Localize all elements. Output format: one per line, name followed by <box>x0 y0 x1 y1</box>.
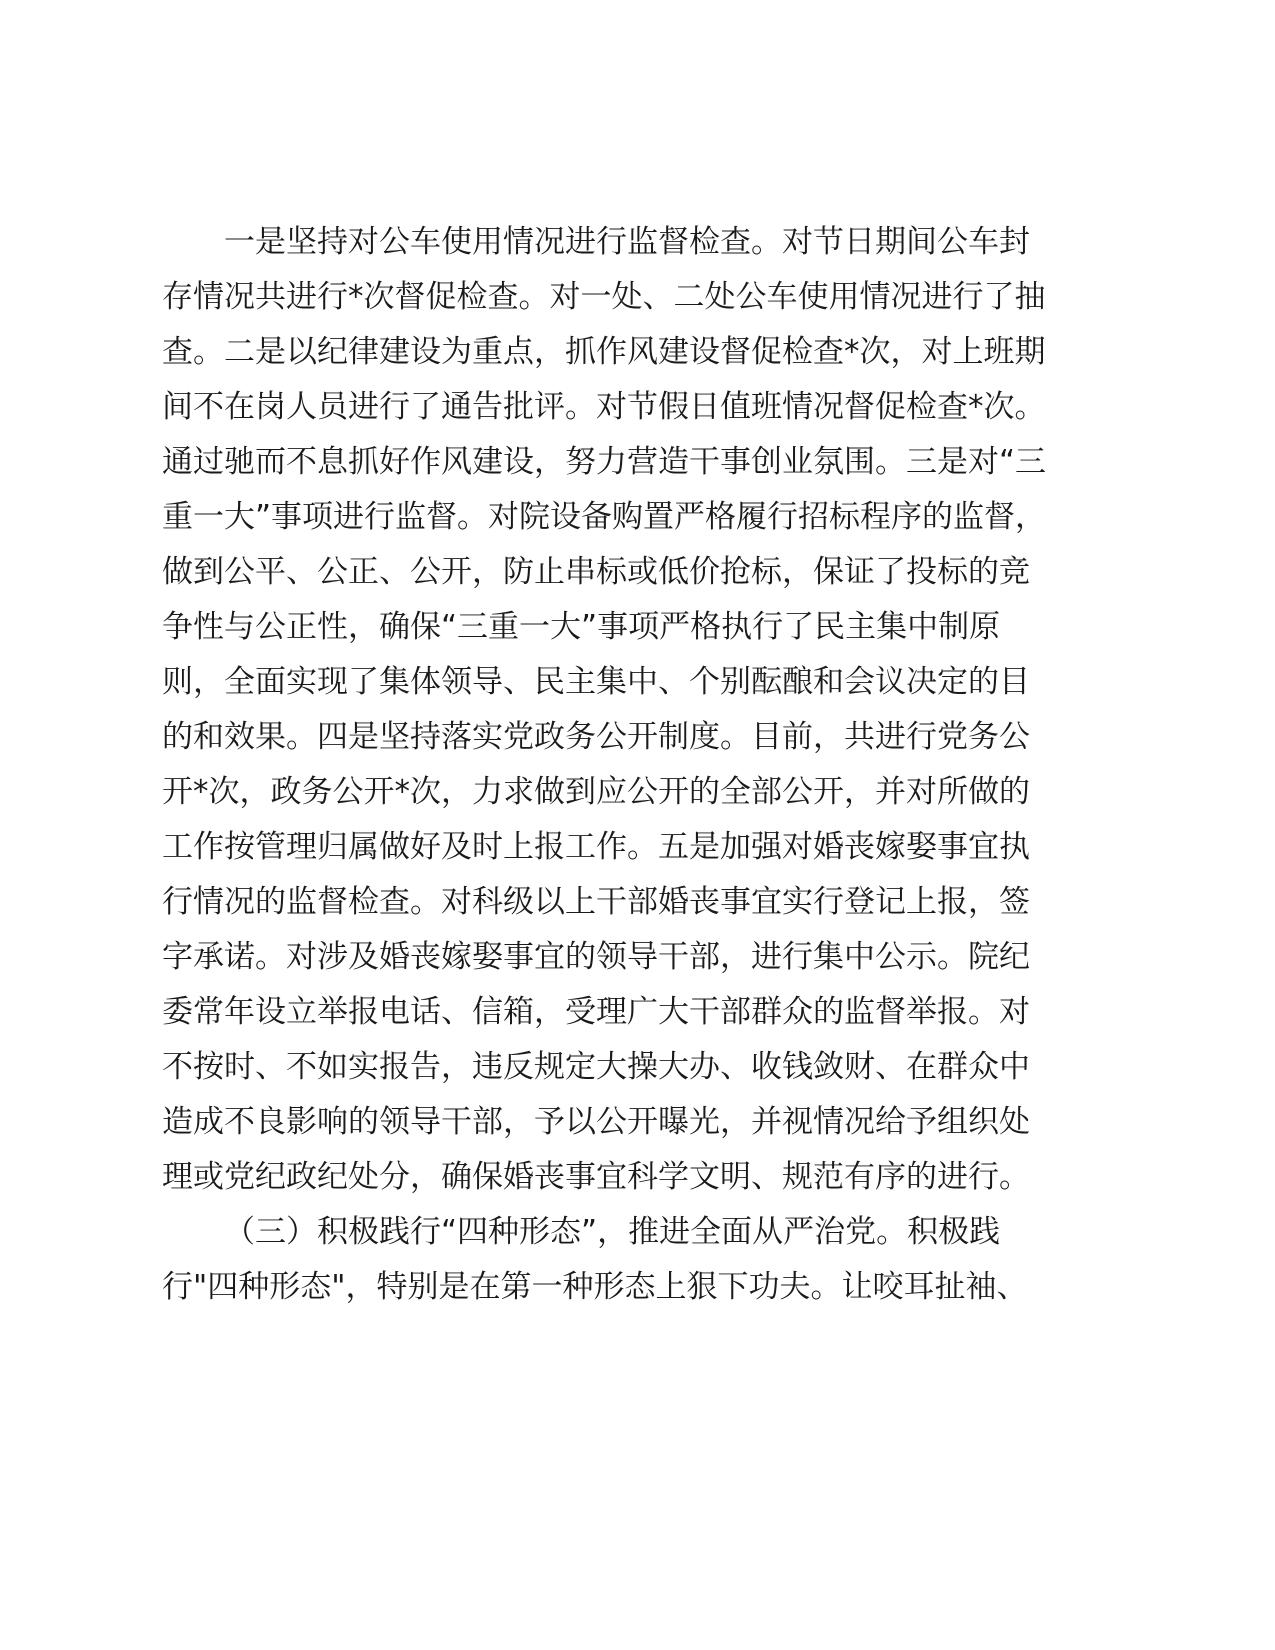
paragraph-line: 一是坚持对公车使用情况进行监督检查。对节日期间公车封 <box>224 224 1030 260</box>
paragraph-line: 则，全面实现了集体领导、民主集中、个别酝酿和会议决定的目 <box>162 664 1030 700</box>
paragraph-line: 争性与公正性，确保“三重一大”事项严格执行了民主集中制原 <box>162 609 1001 645</box>
paragraph-line: 行情况的监督检查。对科级以上干部婚丧事宜实行登记上报，签 <box>162 884 1030 920</box>
paragraph-line: 理或党纪政纪处分，确保婚丧事宜科学文明、规范有序的进行。 <box>162 1159 1030 1195</box>
paragraph-line: 做到公平、公正、公开，防止串标或低价抢标，保证了投标的竞 <box>162 554 1030 590</box>
paragraph-line: 间不在岗人员进行了通告批评。对节假日值班情况督促检查*次。 <box>162 389 1046 425</box>
paragraph-line: 开*次，政务公开*次，力求做到应公开的全部公开，并对所做的 <box>162 774 1030 810</box>
paragraph-line: 存情况共进行*次督促检查。对一处、二处公车使用情况进行了抽 <box>162 279 1046 315</box>
paragraph-line: 字承诺。对涉及婚丧嫁娶事宜的领导干部，进行集中公示。院纪 <box>162 939 1030 975</box>
paragraph-line: 不按时、不如实报告，违反规定大操大办、收钱敛财、在群众中 <box>162 1049 1030 1085</box>
paragraph-line: 重一大”事项进行监督。对院设备购置严格履行招标程序的监督， <box>162 499 1047 535</box>
paragraph-line: 工作按管理归属做好及时上报工作。五是加强对婚丧嫁娶事宜执 <box>162 829 1030 865</box>
paragraph-line: 通过驰而不息抓好作风建设，努力营造干事创业氛围。三是对“三 <box>162 444 1047 480</box>
paragraph-line: 查。二是以纪律建设为重点，抓作风建设督促检查*次，对上班期 <box>162 334 1046 370</box>
paragraph-line: 行"四种形态"，特别是在第一种形态上狠下功夫。让咬耳扯袖、 <box>162 1269 1028 1305</box>
paragraph-line: （三）积极践行“四种形态”，推进全面从严治党。积极践 <box>224 1214 1001 1250</box>
paragraph-line: 委常年设立举报电话、信箱，受理广大干部群众的监督举报。对 <box>162 994 1030 1030</box>
paragraph-line: 造成不良影响的领导干部，予以公开曝光，并视情况给予组织处 <box>162 1104 1030 1140</box>
paragraph-line: 的和效果。四是坚持落实党政务公开制度。目前，共进行党务公 <box>162 719 1030 755</box>
